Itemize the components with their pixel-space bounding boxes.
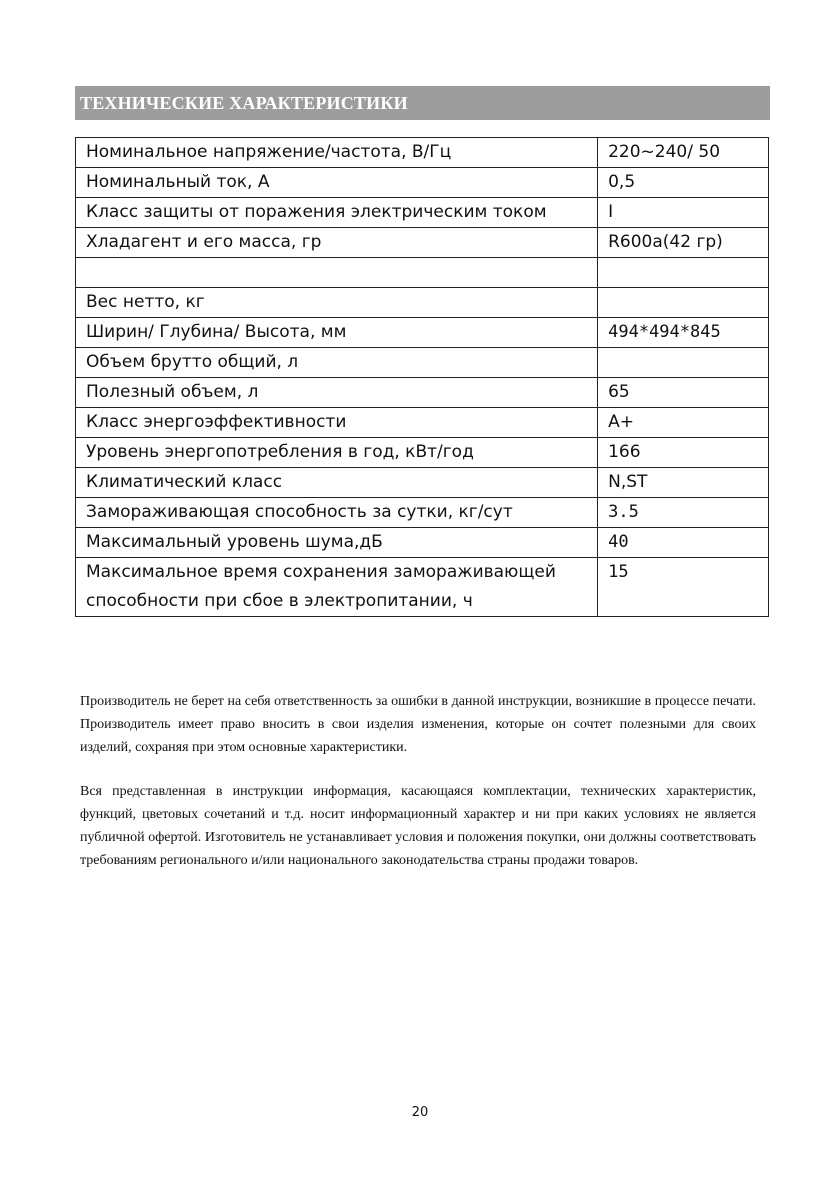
param-name: Ширин/ Глубина/ Высота, мм [76, 318, 598, 348]
param-name: Климатический класс [76, 468, 598, 498]
disclaimer-paragraph: Производитель не берет на себя ответственность за ошибки в данной инструкции, возникшие в процессе печати. Производитель имеет право вносить в свои изделия изменения, которые он сочтет полезными для своих изделий, сохраняя при этом основные характеристики. [80, 694, 756, 755]
table-row [76, 198, 769, 228]
param-name: Объем брутто общий, л [76, 348, 598, 378]
param-name: Хладагент и его масса, гр [76, 228, 598, 258]
param-value [598, 288, 769, 318]
param-name [76, 558, 598, 617]
param-name: Уровень энергопотребления в год, кВт/год [76, 438, 598, 468]
param-value [598, 348, 769, 378]
param-name: Максимальный уровень шума,дБ [76, 528, 598, 558]
param-name [76, 258, 598, 288]
table-row [76, 228, 769, 258]
param-value: R600a(42 гр) [598, 228, 769, 258]
param-name: Номинальный ток, А [76, 168, 598, 198]
table-row [76, 558, 769, 617]
param-value: I [598, 198, 769, 228]
table-row [76, 168, 769, 198]
param-name: Номинальное напряжение/частота, В/Гц [76, 138, 598, 168]
param-value: N,ST [598, 468, 769, 498]
param-value: А+ [598, 408, 769, 438]
table-row [76, 498, 769, 528]
section-title: ТЕХНИЧЕСКИЕ ХАРАКТЕРИСТИКИ [75, 86, 770, 120]
table-row [76, 138, 769, 168]
table-row [76, 468, 769, 498]
param-value [598, 258, 769, 288]
param-value: 0,5 [598, 168, 769, 198]
param-value: 166 [598, 438, 769, 468]
param-value: 494*494*845 [598, 318, 769, 348]
param-value: 3.5 [598, 498, 769, 528]
table-row [76, 258, 769, 288]
param-name: Замораживающая способность за сутки, кг/сут [76, 498, 598, 528]
disclaimer-paragraph: Вся представленная в инструкции информация, касающаяся комплектации, технических характеристик, функций, цветовых сочетаний и т.д. носит информационный характер и ни при каких условиях не является публичной офертой. Изготовитель не устанавливает условия и положения покупки, они должны соответствовать требованиям регионального и/или национального законодательства страны продажи товаров. [80, 784, 756, 868]
table-row [76, 438, 769, 468]
param-value: 220~240/ 50 [598, 138, 769, 168]
param-value: 40 [598, 528, 769, 558]
param-value: 15 [598, 558, 769, 617]
table-row [76, 408, 769, 438]
table-row [76, 528, 769, 558]
param-name: Вес нетто, кг [76, 288, 598, 318]
page-number: 20 [411, 1105, 429, 1120]
param-value: 65 [598, 378, 769, 408]
table-row [76, 288, 769, 318]
table-row [76, 378, 769, 408]
specifications-table [75, 137, 769, 617]
param-name-line: Максимальное время сохранения замораживающей [86, 562, 556, 582]
param-name: Класс защиты от поражения электрическим током [76, 198, 598, 228]
table-row [76, 348, 769, 378]
param-name-line: способности при сбое в электропитании, ч [86, 591, 473, 611]
table-row [76, 318, 769, 348]
param-name: Полезный объем, л [76, 378, 598, 408]
param-name: Класс энергоэффективности [76, 408, 598, 438]
